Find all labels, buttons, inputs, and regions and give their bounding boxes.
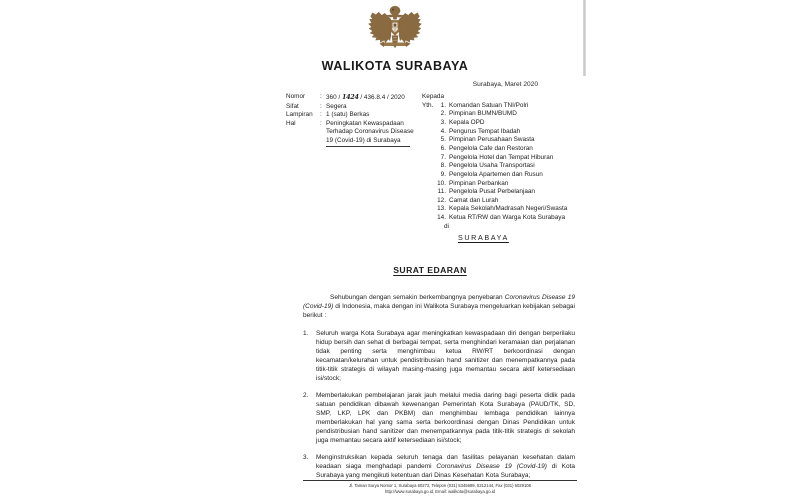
- recipients-list-wrapper: [422, 102, 586, 223]
- recipient-number: 12.: [437, 196, 446, 204]
- yth-label: Yth.: [422, 101, 434, 109]
- list-item: [434, 188, 586, 197]
- point-number: 1.: [303, 329, 309, 337]
- kepada-label: Kepada: [422, 93, 445, 100]
- recipient-list: [434, 102, 586, 223]
- recipient-number: 4.: [440, 127, 446, 135]
- list-item: [303, 453, 575, 480]
- meta-value-sifat: Segera: [326, 102, 347, 110]
- point-number: 2.: [303, 391, 309, 399]
- point-3-prefix: Menginstruksikan kepada seluruh tenaga dan fasilitas pelayanan kesehatan dalam keadaan siaga menghadapi pandemi: [316, 453, 575, 470]
- recipient-label: Pengelola Usaha Transportasi: [449, 162, 535, 170]
- list-item: [434, 154, 586, 163]
- list-item: [434, 197, 586, 206]
- recipients-block: [422, 93, 586, 243]
- meta-colon-lampiran: :: [320, 111, 322, 119]
- recipient-number: 7.: [440, 153, 446, 161]
- nomor-prefix: 360 /: [326, 94, 341, 101]
- recipient-number: 5.: [440, 136, 446, 144]
- meta-colon-sifat: :: [320, 102, 322, 110]
- recipient-label: Pengelola Cafe dan Restoran: [449, 144, 533, 152]
- opening-part-2: di Indonesia, maka dengan ini Walikota Surabaya mengeluarkan kebijakan sebagai berikut :: [303, 302, 575, 319]
- page-right-margin: [586, 0, 800, 500]
- meta-label-sifat: Sifat: [286, 102, 299, 110]
- list-item: [434, 128, 586, 137]
- policy-points-list: [303, 329, 575, 480]
- recipient-number: 14.: [437, 214, 446, 222]
- organization-name: WALIKOTA SURABAYA: [321, 59, 469, 73]
- recipient-number: 1.: [440, 101, 446, 109]
- meta-row-nomor: [286, 93, 416, 103]
- recipient-label: Pengurus Tempat Ibadah: [449, 127, 521, 135]
- meta-colon-hal: :: [320, 119, 322, 127]
- list-item: [434, 145, 586, 154]
- recipient-label: Pimpinan BUMN/BUMD: [449, 110, 517, 118]
- list-item: [303, 391, 575, 445]
- meta-row-sifat: [286, 103, 416, 112]
- hal-line-2: Terhadap Coronavirus Disease: [326, 128, 414, 136]
- list-item: [434, 205, 586, 214]
- footer-divider: [303, 480, 577, 481]
- recipient-number: 6.: [440, 144, 446, 152]
- meta-label-nomor: Nomor: [286, 93, 306, 100]
- nomor-suffix: / 436.8.4 / 2020: [360, 94, 405, 101]
- meta-value-hal: [326, 120, 416, 146]
- recipient-label: Pengelola Pusat Perbelanjaan: [449, 188, 535, 196]
- footer-web-email: http://www.surabaya.go.id, Email: walikota@surabaya.go.id: [385, 488, 495, 494]
- meta-value-lampiran: 1 (satu) Berkas: [326, 111, 370, 119]
- page-title: [286, 265, 574, 275]
- meta-value-nomor: [326, 93, 416, 103]
- recipient-label: Ketua RT/RW dan Warga Kota Surabaya: [449, 214, 566, 222]
- point-3-suffix: di Kota Surabaya yang mengikuti ketentuan dari Dinas Kesehatan Kota Surabaya;: [316, 462, 575, 479]
- recipient-label: Camat dan Lurah: [449, 196, 499, 204]
- recipient-label: Pimpinan Perbankan: [449, 179, 509, 187]
- recipient-label: Pimpinan Perusahaan Swasta: [449, 136, 535, 144]
- letterhead: [250, 2, 540, 88]
- meta-row-lampiran: [286, 111, 416, 120]
- page-title-text: SURAT EDARAN: [393, 265, 467, 275]
- meta-label-hal: Hal: [286, 119, 296, 127]
- list-item: [434, 102, 586, 111]
- meta-colon-nomor: :: [320, 93, 322, 100]
- point-text: Seluruh warga Kota Surabaya agar meningkatkan kewaspadaan diri dengan berperilaku hidup bersih dan sehat di berbagai tempat, serta menghindari keramaian dan perjalanan tidak penting serta menghimbau ketua RW/RT berkoordinasi dengan kecamatan/kelurahan untuk pendistribusian hand sanitizer dan menempatkannya pada titik-titik strategis di wilayah masing-masing juga memantau secara aktif ketersediaan isi/stock;: [316, 329, 575, 382]
- recipient-number: 8.: [440, 162, 446, 170]
- page-footer: [303, 480, 577, 494]
- meta-row-hal: [286, 120, 416, 146]
- recipient-label: Kepala Sekolah/Madrasah Negeri/Swasta: [449, 205, 568, 213]
- garuda-pancasila-emblem: [364, 2, 426, 58]
- meta-label-lampiran: Lampiran: [286, 111, 313, 119]
- recipient-number: 2.: [440, 110, 446, 118]
- nomor-handwritten: 1424: [342, 93, 359, 101]
- hal-line-3: 19 (Covid-19) di Surabaya: [326, 136, 401, 144]
- recipient-number: 9.: [440, 170, 446, 178]
- list-item: [434, 162, 586, 171]
- letter-meta-block: [286, 93, 416, 146]
- document-body: [303, 286, 575, 488]
- destination-city: SURABAYA: [458, 233, 509, 243]
- list-item: [303, 329, 575, 383]
- recipient-number: 13.: [437, 205, 446, 213]
- list-item: [434, 110, 586, 119]
- list-item: [434, 119, 586, 128]
- hal-line-1: Peningkatan Kewaspadaan: [326, 119, 404, 127]
- opening-italic-disease: Coronavirus Disease 19 (Covid-19): [303, 293, 575, 310]
- list-item: [434, 136, 586, 145]
- recipient-number: 10.: [437, 179, 446, 187]
- place-and-date: Surabaya, Maret 2020: [472, 81, 538, 88]
- di-label: di: [444, 222, 449, 230]
- point-3-italic-disease: Coronavirus Disease 19 (Covid-19): [436, 462, 547, 470]
- recipient-label: Kepala OPD: [449, 118, 485, 126]
- point-number: 3.: [303, 453, 309, 461]
- point-text: Memberlakukan pembelajaran jarak jauh melalui media daring bagi peserta didik pada satuan pendidikan dibawah kewenangan Pemerintah Kota Surabaya (PAUD/TK, SD, SMP, LKP, LPK dan PKBM) dan menghimbau lembaga pendidikan lainnya memberlakukan hal yang sama serta berkoordinasi dengan Dinas Pendidikan untuk pendistribusian hand sanitizer dan menempatkannya pada titik-titik strategis di sekolah juga memantau secara aktif ketersediaan isi/stock;: [316, 391, 575, 444]
- recipient-label: Pengelola Apartemen dan Rusun: [449, 170, 543, 178]
- hal-underline-rule: [326, 146, 410, 147]
- list-item: [434, 180, 586, 189]
- meta-and-recipients-row: [286, 93, 586, 243]
- opening-paragraph: [303, 293, 575, 320]
- point-text: [316, 453, 575, 480]
- list-item: [434, 171, 586, 180]
- opening-part-1: Sehubungan dengan semakin berkembangnya penyebaran: [330, 293, 505, 301]
- recipient-number: 11.: [437, 188, 446, 196]
- footer-address: Jl. Taman Surya Nomor 1, Surabaya 60272, Telepon (031) 5345689, 5312144, Fax (031) 5029108: [349, 483, 531, 489]
- recipient-label: Pengelola Hotel dan Tempat Hiburan: [449, 153, 554, 161]
- list-item: [434, 214, 586, 223]
- recipient-label: Komandan Satuan TNI/Polri: [449, 101, 529, 109]
- recipient-number: 3.: [440, 118, 446, 126]
